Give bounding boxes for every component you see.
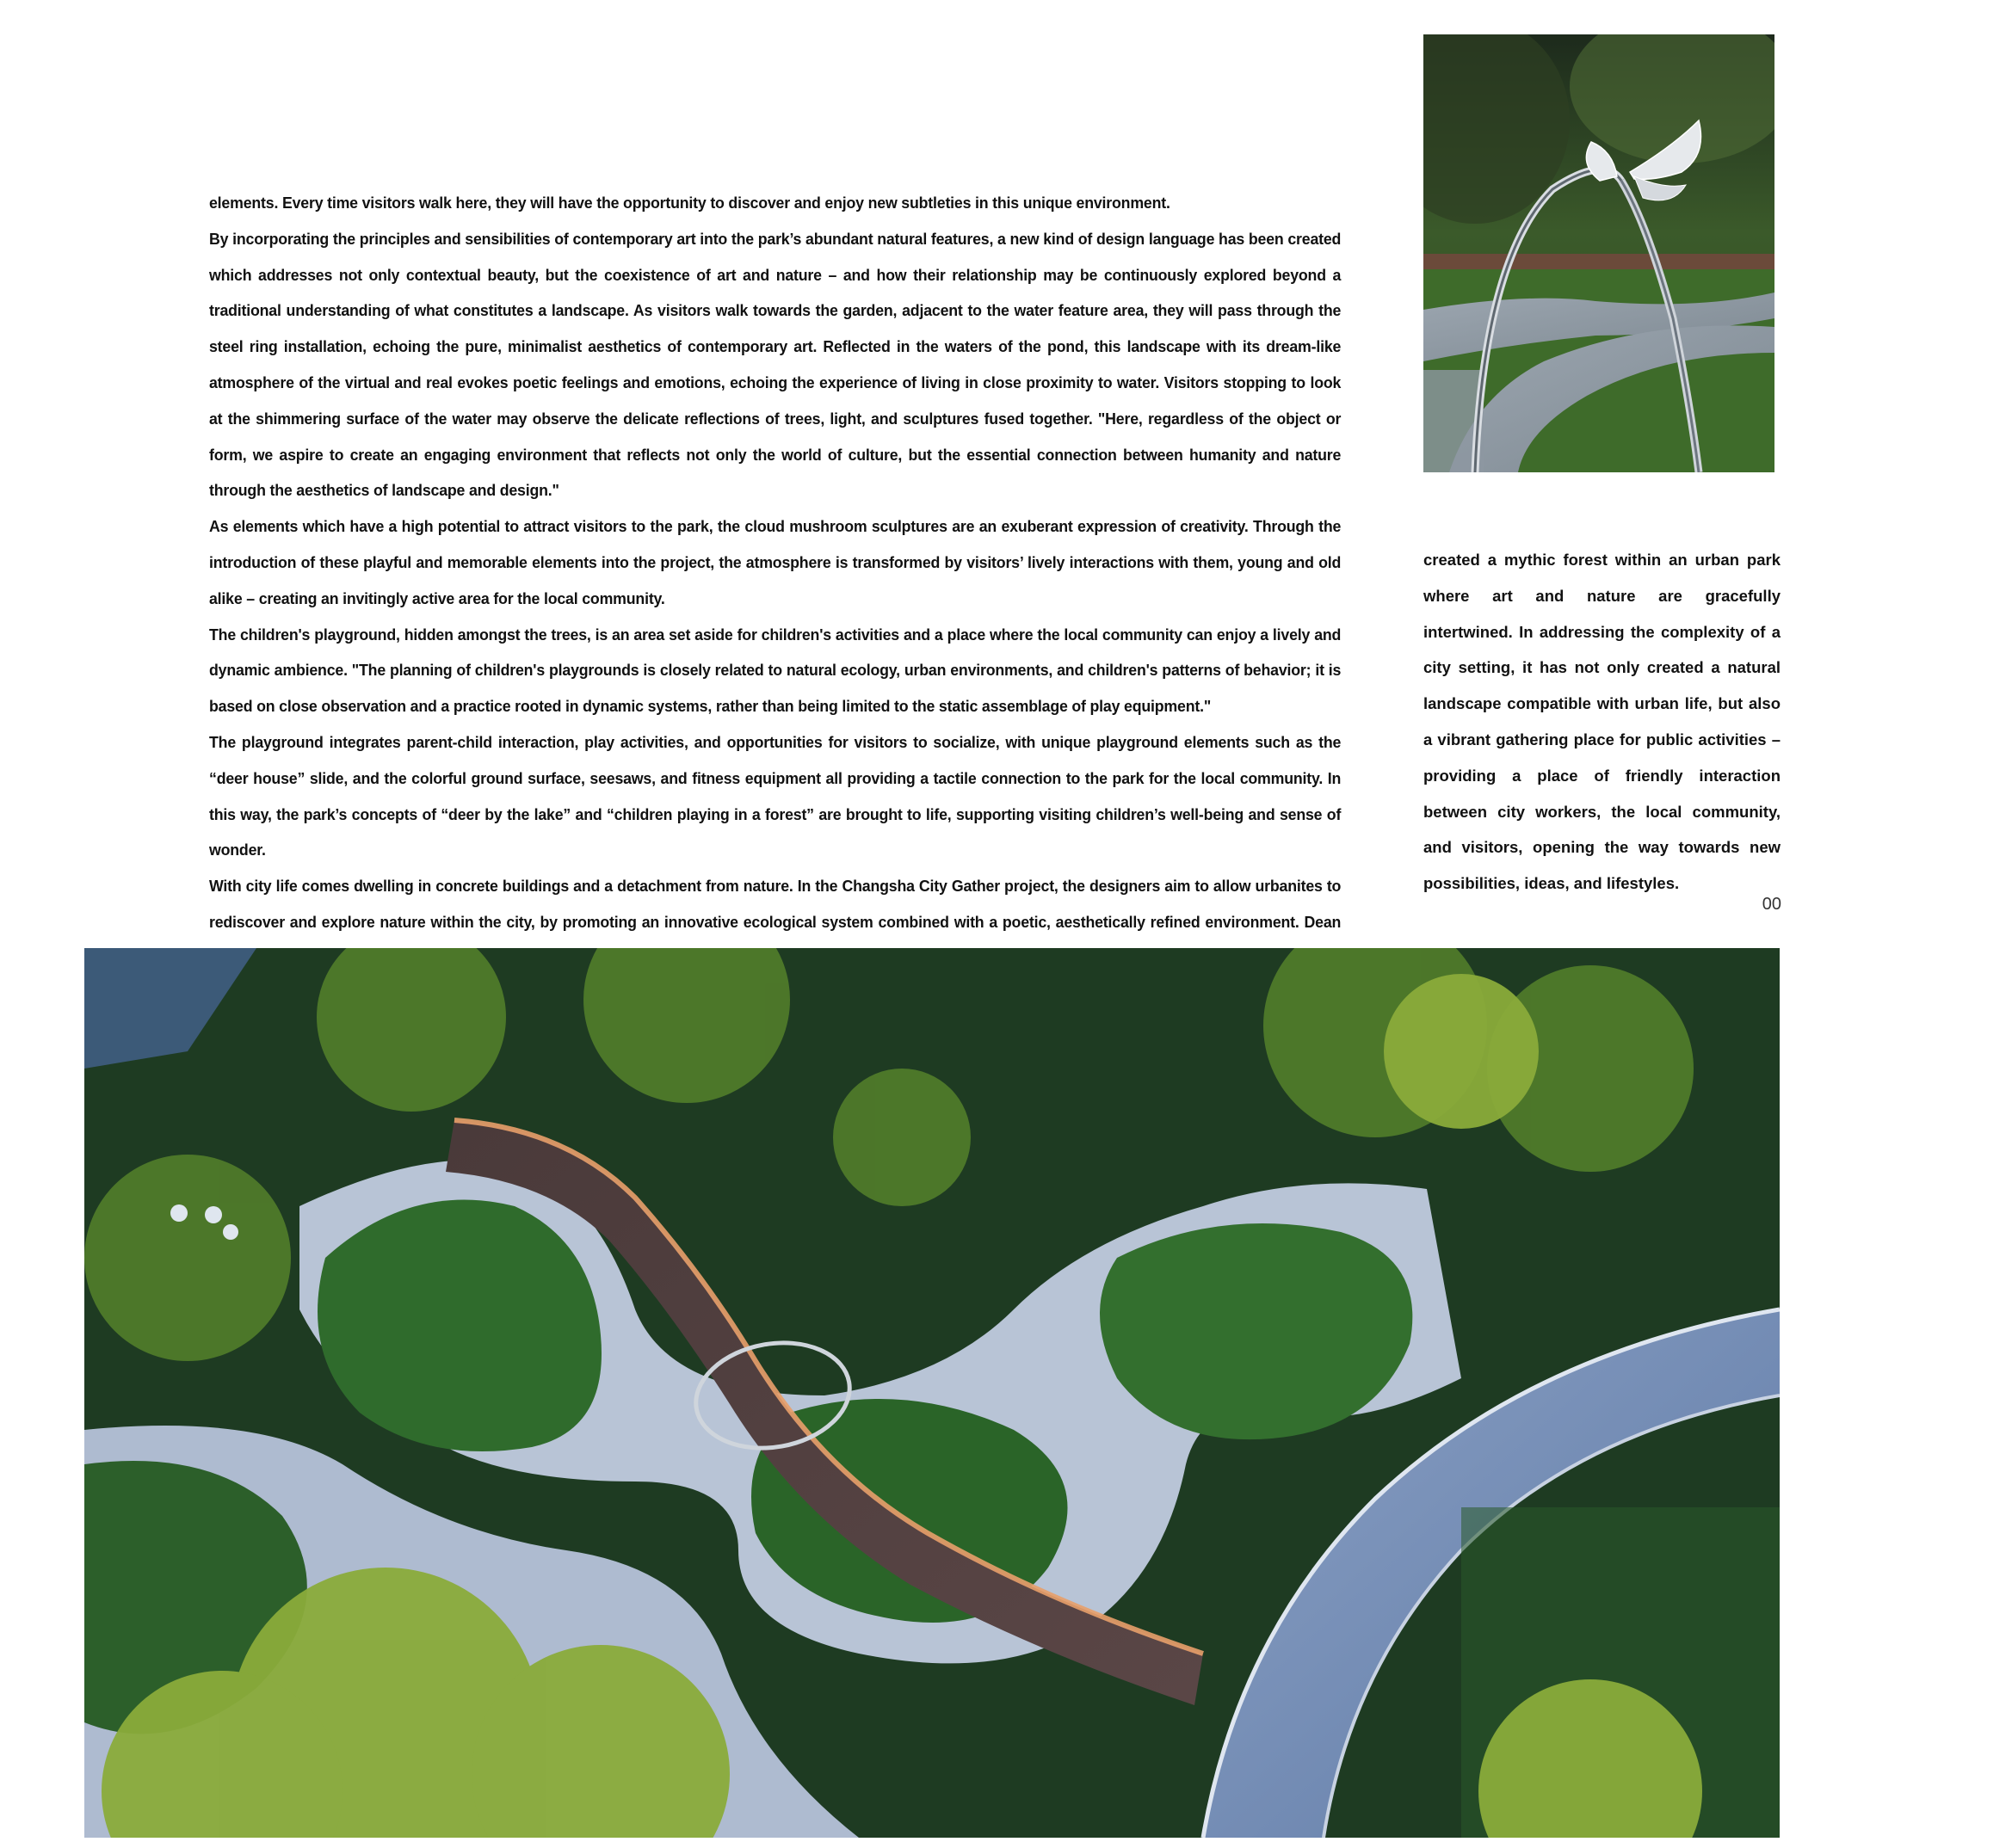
paragraph: As elements which have a high potential to attract visitors to the park, the cloud mushroom sculptures are an exuberant expression of creativity. Through the introduction of these playful and memorable elements into the project, the atmosphere is transformed by visitors’ lively interactions with them, young and old alike – creating an invitingly active area for the local community. — [209, 517, 1342, 607]
paragraph: The children's playground, hidden amongst the trees, is an area set aside for children's activities and a place where the local community can enjoy a lively and dynamic ambience. "The planning of children's playgrounds is closely related to natural ecology, urban environments, and children's patterns of behavior; it is based on close observation and a practice rooted in dynamic systems, rather than being limited to the static assemblage of play equipment." — [209, 625, 1342, 716]
page-number: 00 — [1762, 895, 1781, 914]
paragraph: The playground integrates parent-child interaction, play activities, and opportunities for visitors to socialize, with unique playground elements such as the “deer house” slide, and the colorful ground surface, seesaws, and fitness equipment all providing a tactile connection to the park for the local community. In this way, the park’s concepts of “deer by the lake” and “children playing in a forest” are brought to life, supporting visiting children’s well-being and sense of wonder. — [209, 732, 1342, 859]
side-paragraph: created a mythic forest within an urban park where art and nature are gracefully intertwined. In addressing the complexity of a city setting, it has not only created a natural landscape compatible with urban life, but also a vibrant gathering place for public activities – providing a place of friendly interaction between city workers, the local community, and visitors, opening the way towards new possibilities, ideas, and lifestyles. — [1423, 551, 1781, 893]
side-text-column — [1423, 542, 1781, 902]
paragraph: elements. Every time visitors walk here, they will have the opportunity to discover and enjoy new subtleties in this unique environment. — [209, 194, 1170, 212]
aerial-park-photo — [84, 948, 1780, 1838]
main-text-column — [209, 185, 1342, 976]
paragraph: With city life comes dwelling in concrete buildings and a detachment from nature. In the Changsha City Gather project, the designers aim to allow urbanites to rediscover and explore nature within the city, by promoting an innovative ecological system combined with a poetic, aesthetically refined environment. Dean — [209, 877, 1342, 931]
sculpture-photo — [1423, 34, 1774, 472]
paragraph: By incorporating the principles and sensibilities of contemporary art into the park’s abundant natural features, a new kind of design language has been created which addresses not only contextual beauty, but the coexistence of art and nature – and how their relationship may be continuously explored beyond a traditional understanding of what constitutes a landscape. As visitors walk towards the garden, adjacent to the water feature area, they will pass through the steel ring installation, echoing the pure, minimalist aesthetics of contemporary art. Reflected in the waters of the pond, this landscape with its dream-like atmosphere of the virtual and real evokes poetic feelings and emotions, echoing the experience of living in close proximity to water. Visitors stopping to look at the shimmering surface of the water may observe the delicate reflections of trees, light, and sculptures fused together. "Here, regardless of the object or form, we aspire to create an engaging environment that reflects not only the world of culture, but the essential connection between humanity and nature through the aesthetics of landscape and design." — [209, 229, 1342, 500]
